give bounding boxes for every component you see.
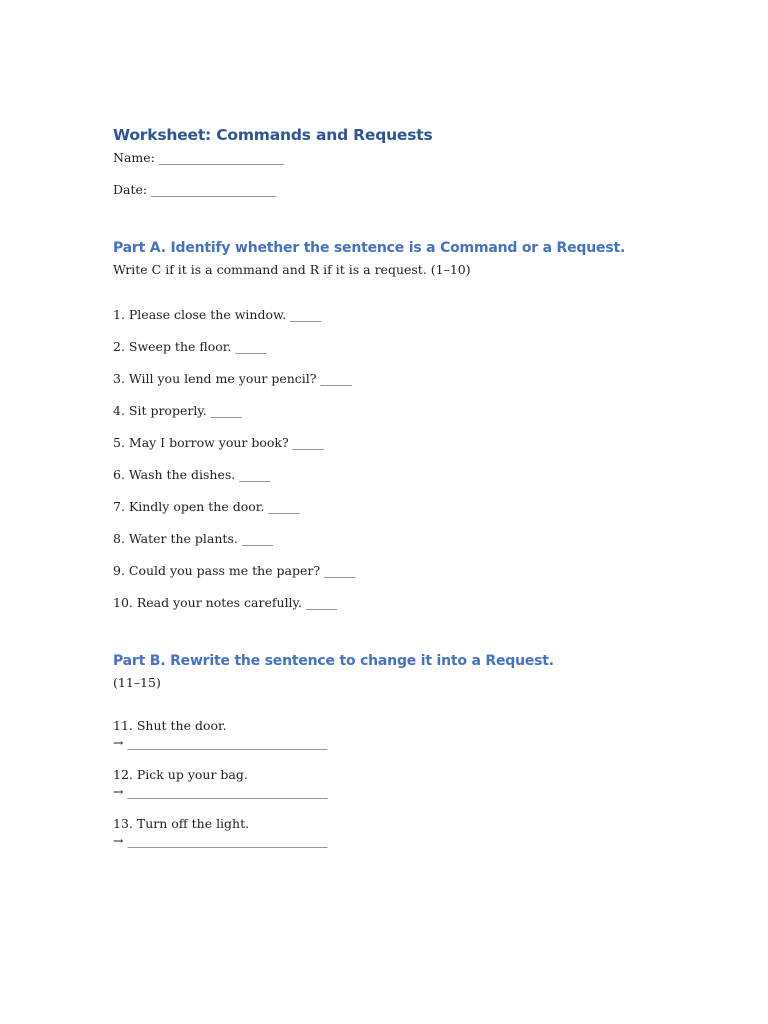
part-a-question: 4. Sit properly. _____	[113, 403, 242, 418]
part-a-question: 8. Water the plants. _____	[113, 531, 274, 546]
part-a-instruction: Write C if it is a command and R if it is a request. (1–10)	[113, 262, 471, 277]
part-b-question-list	[113, 717, 713, 849]
part-b-question: 11. Shut the door.	[113, 718, 227, 733]
part-b-question: 13. Turn off the light.	[113, 816, 250, 831]
part-a-question-list	[113, 306, 713, 612]
part-b-answer-line: → ________________________________	[113, 833, 328, 848]
part-a-question: 2. Sweep the floor. _____	[113, 339, 267, 354]
name-field: Name: ____________________	[113, 150, 284, 165]
part-b-item	[113, 815, 713, 849]
part-a-question: 1. Please close the window. _____	[113, 307, 322, 322]
part-b-heading: Part B. Rewrite the sentence to change it into a Request.	[113, 653, 554, 669]
part-b-item	[113, 766, 713, 800]
part-a-question: 5. May I borrow your book? _____	[113, 435, 324, 450]
part-b-question: 12. Pick up your bag.	[113, 767, 248, 782]
part-a-heading: Part A. Identify whether the sentence is a Command or a Request.	[113, 240, 626, 256]
part-a-question: 3. Will you lend me your pencil? _____	[113, 371, 352, 386]
worksheet-page	[113, 124, 713, 864]
part-b-instruction: (11–15)	[113, 675, 161, 690]
part-b-answer-line: → ________________________________	[113, 735, 328, 750]
part-a-question: 6. Wash the dishes. _____	[113, 467, 271, 482]
part-a-question: 7. Kindly open the door. _____	[113, 499, 300, 514]
part-a-question: 10. Read your notes carefully. _____	[113, 595, 338, 610]
part-a-question: 9. Could you pass me the paper? _____	[113, 563, 356, 578]
part-b-item	[113, 717, 713, 751]
worksheet-title: Worksheet: Commands and Requests	[113, 126, 433, 144]
date-field: Date: ____________________	[113, 182, 277, 197]
part-b-answer-line: → ________________________________	[113, 784, 328, 799]
